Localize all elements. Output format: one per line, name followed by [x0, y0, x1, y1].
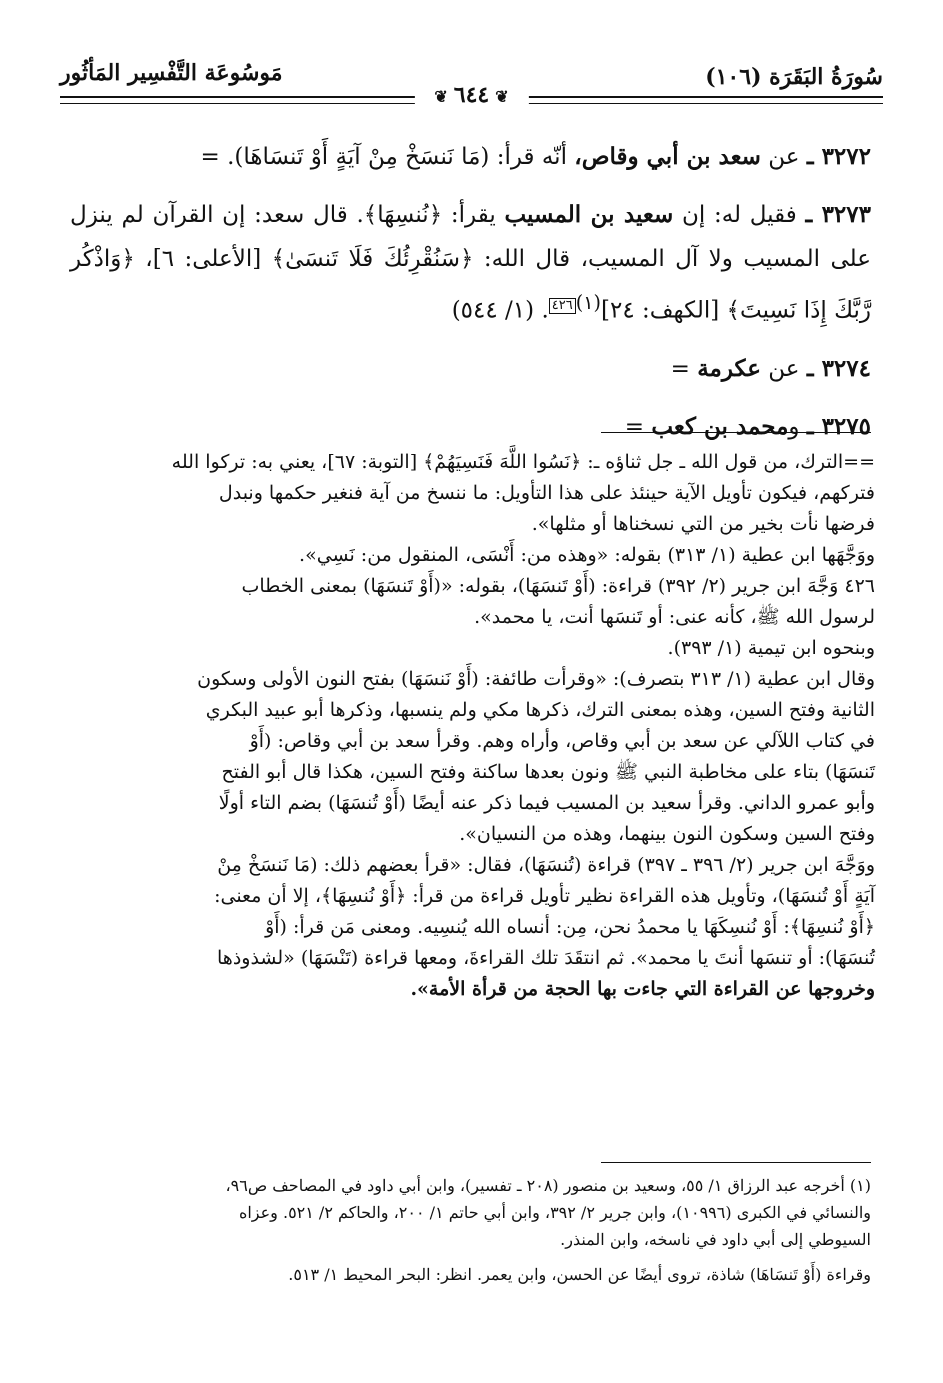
narrator-name: سعد بن أبي وقاص،: [574, 143, 761, 170]
narrator-name: عكرمة: [697, 354, 761, 382]
entry-number: ٣٢٧٢ ـ: [806, 143, 871, 170]
footnote-line: السيوطي إلى أبي داود في ناسخه، وابن المنذر.: [560, 1230, 871, 1249]
commentary-line: ==الترك، من قول الله ـ جل ثناؤه ـ: ﴿نَسُوا اللَّهَ فَنَسِيَهُمْ﴾ [التوبة: ٦٧]، يعني به: تركوا الله: [171, 451, 875, 473]
surah-title: سُورَةُ البَقَرَة (١٠٦): [705, 64, 883, 90]
entry-text: . (١/ ٥٤٤): [451, 297, 549, 324]
commentary-line: وأبو عمرو الداني. وقرأ سعيد بن المسيب فيما ذكر عنه أيضًا (أَوْ تُنسَهَا) بضم التاء أولًا: [218, 792, 875, 814]
commentary-line: ﴿أَوْ نُنسِهَا﴾: أَوْ نُنسِكَهَا يا محمدُ نحن، مِن: أنساه الله يُنسِيه. ومعنى مَن قرأ: (أَوْ: [265, 916, 875, 938]
entry-text: أنّه قرأ: (مَا نَنسَخْ مِنْ آيَةٍ أَوْ تَنسَاهَا). =: [200, 144, 575, 170]
commentary-section: [70, 447, 875, 1005]
footnote-line: وقراءة (أَوْ تَنسَاهَا) شاذة، تروى أيضًا عن الحسن، وابن يعمر. انظر: البحر المحيط ١/ ٥١٣.: [288, 1265, 871, 1284]
entry-text: عن: [760, 144, 807, 170]
commentary-line: وخروجها عن القراءة التي جاءت بها الحجة من قرأة الأمة».: [410, 978, 875, 1000]
commentary-ref-box[interactable]: ٤٢٦: [549, 298, 576, 314]
book-title: مَوسُوعَة التَّفْسِير المَأثُور: [60, 60, 283, 86]
entry-text: =: [670, 355, 698, 382]
commentary-line: فرضها نأت بخير من التي نسخناها أو مثلها».: [531, 513, 875, 535]
commentary-separator: [601, 432, 871, 433]
entry-text: و: [788, 413, 807, 440]
commentary-line: وبنحوه ابن تيمية (١/ ٣٩٣).: [667, 637, 875, 659]
entry-number: ٣٢٧٣ ـ: [805, 201, 871, 228]
commentary-line: الثانية وفتح السين، وهذه بمعنى الترك، ذكرها مكي ولم ينسبها، وذكرها أبو عبيد البكري: [205, 699, 875, 721]
commentary-line: تُنسَهَا): أو تنسَها أنتَ يا محمد». ثم انتقَدَ تلك القراءةَ، ومعها قراءة (تَنْسَهَا) «لشذوذها: [217, 947, 875, 969]
commentary-line: لرسول الله ﷺ، كأنه عنى: أو تَنسَها أنت، يا محمد».: [474, 606, 875, 628]
footnote-ref[interactable]: (١): [575, 291, 601, 314]
ornament-right: ❦: [495, 87, 509, 106]
commentary-line: ووَجَّهَ ابن جرير (٢/ ٣٩٦ ـ ٣٩٧) قراءة (تُنسَهَا)، فقال: «قرأ بعضهم ذلك: (مَا نَنسَخْ مِنْ: [217, 854, 875, 876]
footnote-separator: [601, 1162, 871, 1163]
commentary-line: آيَةٍ أَوْ تُنسَهَا)، وتأويل هذه القراءة نظير تأويل قراءة من قرأ: ﴿أَوْ نُنسِهَا﴾، إلا أن معنى:: [214, 885, 875, 907]
page-number-box: [414, 82, 528, 108]
footnote-line: (١) أخرجه عبد الرزاق ١/ ٥٥، وسعيد بن منصور (٢٠٨ ـ تفسير)، وابن أبي داود في المصاحف ص٩٦،: [225, 1176, 871, 1195]
entry-text: فقيل له: إن: [673, 202, 806, 228]
entry-text: =: [624, 413, 652, 440]
main-text: [70, 135, 871, 463]
ornament-left: ❦: [434, 87, 448, 106]
entry-text: يقرأ: ﴿نُنسِهَا﴾. قال سعد: إن القرآن لم ينزل على المسيب ولا آل المسيب، قال الله: ﴿سَنُقْرِئُكَ فَلَا تَنسَىٰ﴾ [الأعلى: ٦]، ﴿وَاذْكُر رَّبَّكَ إِذَا نَسِيتَ﴾ [الكهف: ٢٤]: [70, 202, 871, 324]
commentary-line: ٤٢٦ وَجَّهَ ابن جرير (٢/ ٣٩٢) قراءة: (أَوْ تَنسَهَا)، بقوله: «(أَوْ تَنسَهَا) بمعنى الخطاب: [241, 575, 875, 597]
entry-3275: [70, 405, 871, 449]
narrator-name: محمد بن كعب: [651, 412, 789, 440]
entry-3273: [70, 193, 871, 333]
page-header: [60, 56, 883, 116]
page-number: ٦٤٤: [453, 82, 490, 108]
commentary-line: ووَجَّهَها ابن عطية (١/ ٣١٣) بقوله: «وهذه من: أَنْسَى، المنقول من: نَسِي».: [299, 544, 875, 566]
commentary-line: وقال ابن عطية (١/ ٣١٣ بتصرف): «وقرأت طائفة: (أَوْ نَنسَهَا) بفتح النون الأولى وسكون: [197, 668, 875, 690]
footnote-gap: [70, 1253, 871, 1261]
footnote-line: والنسائي في الكبرى (١٠٩٩٦)، وابن جرير ٢/ ٣٩٢، وابن أبي حاتم ١/ ٢٠٠، والحاكم ٢/ ٥٢١. وعزاه: [238, 1203, 871, 1222]
footnotes-section: [70, 1172, 871, 1288]
entry-number: ٣٢٧٤ ـ: [806, 354, 871, 382]
narrator-name: سعيد بن المسيب: [504, 201, 674, 228]
entry-3272: [70, 135, 871, 179]
commentary-line: فتركهم، فيكون تأويل الآية حينئذ على هذا التأويل: ما ننسخ من آية فنغير حكمها ونبدل: [218, 482, 875, 504]
entry-number: ٣٢٧٥ ـ: [806, 412, 871, 440]
entry-3274: [70, 347, 871, 391]
commentary-line: وفتح السين وسكون النون بينهما، وهذه من النسيان».: [459, 823, 875, 845]
commentary-line: تَنسَهَا) بتاء على مخاطبة النبي ﷺ ونون بعدها ساكنة وفتح السين، هكذا قال أبو الفتح: [221, 761, 875, 783]
commentary-line: في كتاب اللآلي عن سعد بن أبي وقاص، وأراه وهم. وقرأ سعد بن أبي وقاص: (أَوْ: [249, 730, 875, 752]
entry-text: عن: [760, 355, 807, 382]
